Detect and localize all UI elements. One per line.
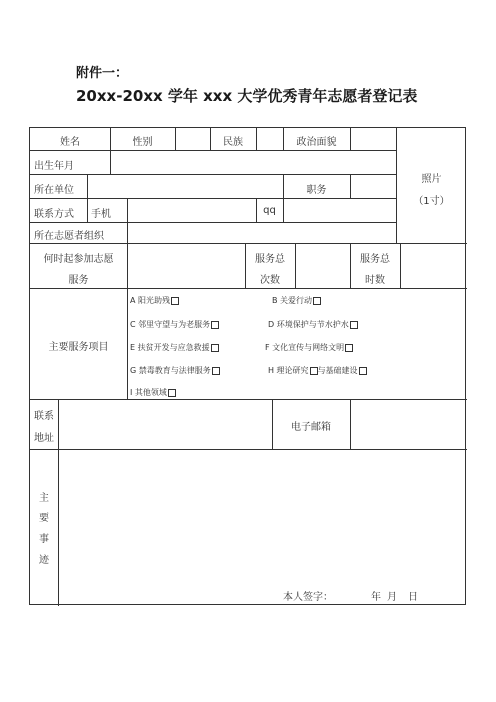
row-line — [30, 222, 396, 223]
col-line — [283, 198, 284, 222]
option-b[interactable]: B 关爱行动 — [272, 295, 321, 306]
birth-label: 出生年月 — [34, 161, 74, 172]
col-line — [350, 128, 351, 150]
option-a[interactable]: A 阳光助残 — [130, 295, 179, 306]
checkbox[interactable] — [350, 321, 358, 329]
option-d[interactable]: D 环境保护与节水护水 — [268, 319, 358, 330]
checkbox[interactable] — [211, 344, 219, 352]
col-line — [350, 174, 351, 198]
org-label: 所在志愿者组织 — [34, 231, 104, 242]
signature-label: 本人签字： — [283, 592, 333, 603]
checkbox[interactable] — [211, 321, 219, 329]
col-line — [58, 399, 59, 449]
col-line — [127, 222, 128, 243]
address-label-2: 地址 — [34, 433, 54, 444]
row-line — [30, 288, 467, 289]
registration-form — [29, 127, 466, 605]
row-line — [30, 174, 396, 175]
checkbox[interactable] — [313, 297, 321, 305]
option-c[interactable]: C 邻里守望与为老服务 — [130, 319, 219, 330]
col-line — [110, 150, 111, 174]
form-title: 20xx-20xx 学年 xxx 大学优秀青年志愿者登记表 — [76, 87, 418, 105]
start-label: 何时起参加志愿 — [43, 254, 114, 265]
checkbox[interactable] — [310, 367, 318, 375]
col-line — [87, 198, 88, 222]
col-line — [256, 128, 257, 150]
col-line — [400, 243, 401, 288]
photo-label: 照片 — [421, 174, 442, 185]
projects-label: 主要服务项目 — [48, 342, 109, 353]
option-g[interactable]: G 禁毒教育与法律服务 — [130, 365, 220, 376]
qq-label: qq — [263, 205, 276, 216]
col-line — [396, 128, 397, 243]
start-label-2: 服务 — [68, 275, 89, 286]
unit-label: 所在单位 — [34, 185, 74, 196]
col-line — [87, 174, 88, 198]
col-line — [127, 198, 128, 222]
year-label: 年 — [371, 592, 381, 603]
col-line — [127, 288, 128, 399]
col-line — [295, 243, 296, 288]
deeds-char: 事 — [39, 534, 49, 545]
attachment-label: 附件一： — [76, 66, 129, 81]
col-line — [175, 128, 176, 150]
option-i[interactable]: I 其他领域 — [130, 387, 176, 398]
phone-label: 手机 — [91, 209, 111, 220]
checkbox[interactable] — [359, 367, 367, 375]
option-h[interactable]: H 理论研究 与基础建设 — [268, 365, 367, 376]
month-label: 月 — [387, 592, 397, 603]
checkbox[interactable] — [171, 297, 179, 305]
checkbox[interactable] — [345, 344, 353, 352]
row-line — [30, 243, 467, 244]
count-label-2: 次数 — [260, 275, 280, 286]
checkbox[interactable] — [212, 367, 220, 375]
option-e[interactable]: E 扶贫开发与应急救援 — [130, 342, 219, 353]
political-label: 政治面貌 — [296, 137, 337, 148]
hours-label: 服务总 — [360, 254, 390, 265]
address-label: 联系 — [34, 411, 54, 422]
day-label: 日 — [408, 592, 418, 603]
photo-size: （1寸） — [413, 196, 450, 207]
row-line — [30, 399, 467, 400]
gender-label: 性别 — [132, 137, 153, 148]
deeds-char: 迹 — [39, 555, 49, 566]
row-line — [30, 449, 467, 450]
col-line — [58, 449, 59, 606]
row-line — [30, 198, 396, 199]
col-line — [127, 243, 128, 288]
position-label: 职务 — [306, 185, 327, 196]
checkbox[interactable] — [168, 389, 176, 397]
email-label: 电子邮箱 — [291, 422, 331, 433]
col-line — [350, 399, 351, 449]
count-label: 服务总 — [255, 254, 285, 265]
name-label: 姓名 — [60, 137, 80, 148]
ethnicity-label: 民族 — [223, 137, 243, 148]
deeds-char: 要 — [39, 513, 49, 524]
row-line — [30, 150, 396, 151]
option-f[interactable]: F 文化宣传与网络文明 — [265, 342, 353, 353]
contact-label: 联系方式 — [34, 209, 74, 220]
deeds-char: 主 — [39, 493, 49, 504]
hours-label-2: 时数 — [365, 275, 385, 286]
